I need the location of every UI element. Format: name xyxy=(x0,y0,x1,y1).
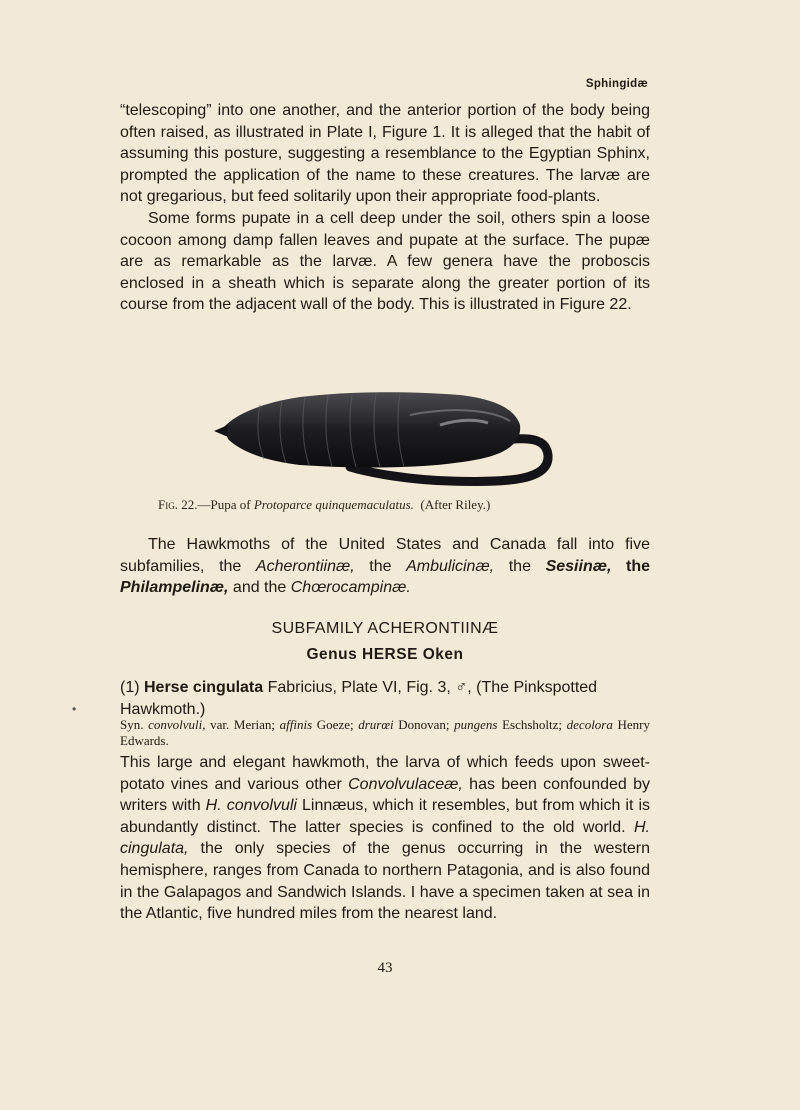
figure-caption xyxy=(158,497,638,513)
genus-heading: Genus HERSE Oken xyxy=(306,646,464,663)
species-authority: Fabricius, Plate VI, Fig. 3, ♂, (The Pinkspotted Hawkmoth.) xyxy=(120,679,598,718)
subfamily-heading: SUBFAMILY ACHERONTIINÆ xyxy=(271,620,499,637)
syn-henry-edwards: Henry Edwards. xyxy=(120,717,650,748)
synonymy xyxy=(120,717,650,748)
syn-decolora: decolora xyxy=(566,717,613,732)
caption-species: Protoparce quinquemaculatus. xyxy=(253,497,414,512)
syn-convolvuli: convolvuli, xyxy=(148,717,206,732)
figure-label: Fig. 22. xyxy=(158,497,198,512)
paragraph-subfamilies xyxy=(120,534,650,599)
caption-credit: (After Riley.) xyxy=(420,497,491,512)
pupa-figure xyxy=(210,385,555,495)
syn-merian: var. Merian; xyxy=(205,717,280,732)
page-number: 43 xyxy=(377,960,393,976)
subfamilies-text-5: and the xyxy=(228,579,291,597)
taxon-h-cingulata: H. cingulata, xyxy=(120,818,650,858)
pupa-illustration xyxy=(210,385,555,495)
running-head: Sphingidæ xyxy=(585,78,648,90)
syn-eschsholtz: Eschsholtz; xyxy=(497,717,567,732)
syn-affinis: affinis xyxy=(279,717,313,732)
taxon-convolvulaceae: Convolvulaceæ, xyxy=(348,775,463,793)
syn-druraei: drurœi xyxy=(358,717,394,732)
subfamilies-text-3: the xyxy=(494,557,546,575)
body-text-top xyxy=(120,100,650,316)
subfamily-sesiinae: Sesiinæ, xyxy=(545,557,612,575)
subfamilies-text-1: The Hawkmoths of the United States and Canada fall into five subfamilies, the xyxy=(120,536,650,575)
subfamilies-text-2: the xyxy=(354,557,407,575)
margin-mark: • xyxy=(72,702,77,716)
subfamily-ambulicinae: Ambulicinæ, xyxy=(406,557,495,575)
taxon-h-convolvuli: H. convolvuli xyxy=(205,797,297,815)
subfamily-acherontiinae: Acherontiinæ, xyxy=(255,557,355,575)
description-text-2: has been confounded by writers with xyxy=(120,775,651,815)
syn-donovan: Donovan; xyxy=(393,717,455,732)
syn-pungens: pungens xyxy=(454,717,498,732)
paragraph-description xyxy=(120,752,650,925)
paragraph-pupate: Some forms pupate in a cell deep under the soil, others spin a loose cocoon among damp fallen leaves and pupate at the surface. The pupæ are as remarkable as the larvæ. A few genera have the proboscis enclosed in a sheath which is separate along the greater portion of its course from the adjacent wall of the body. This is illustrated in Figure 22. xyxy=(120,209,650,314)
body-text-subfamilies xyxy=(120,534,650,599)
species-name: Herse cingulata xyxy=(144,679,264,696)
syn-goeze: Goeze; xyxy=(312,717,359,732)
description-text-3: Linnæus, which it resembles, but from which it is abundantly distinct. The latter species is confined to the old world. xyxy=(120,797,651,836)
species-number: (1) xyxy=(120,679,144,696)
species-entry xyxy=(120,677,650,720)
subfamily-choerocampinae: Chœrocampinæ. xyxy=(290,579,411,597)
syn-label: Syn. xyxy=(120,717,149,732)
subfamilies-text-4: the xyxy=(611,557,650,575)
caption-prefix: —Pupa of xyxy=(197,497,254,512)
body-text-description xyxy=(120,752,650,925)
subfamily-philampelinae: Philampelinæ, xyxy=(120,579,229,597)
paragraph-telescoping: “telescoping” into one another, and the anterior portion of the body being often raised, as illustrated in Plate I, Figure 1. It is alleged that the habit of assuming this posture, suggesting a resemblance to the Egyptian Sphinx, prompted the application of the name to these creatures. The larvæ are not gregarious, but feed solitarily upon their appropriate food-plants. xyxy=(120,102,650,206)
description-text-1: This large and elegant hawkmoth, the larva of which feeds upon sweet-potato vines and various other xyxy=(120,754,650,793)
description-text-4: the only species of the genus occurring in the western hemisphere, ranges from Canada to northern Patagonia, and is also found in the Galapagos and Sandwich Islands. I have a specimen taken at sea in the Atlantic, five hundred miles from the nearest land. xyxy=(120,840,650,923)
